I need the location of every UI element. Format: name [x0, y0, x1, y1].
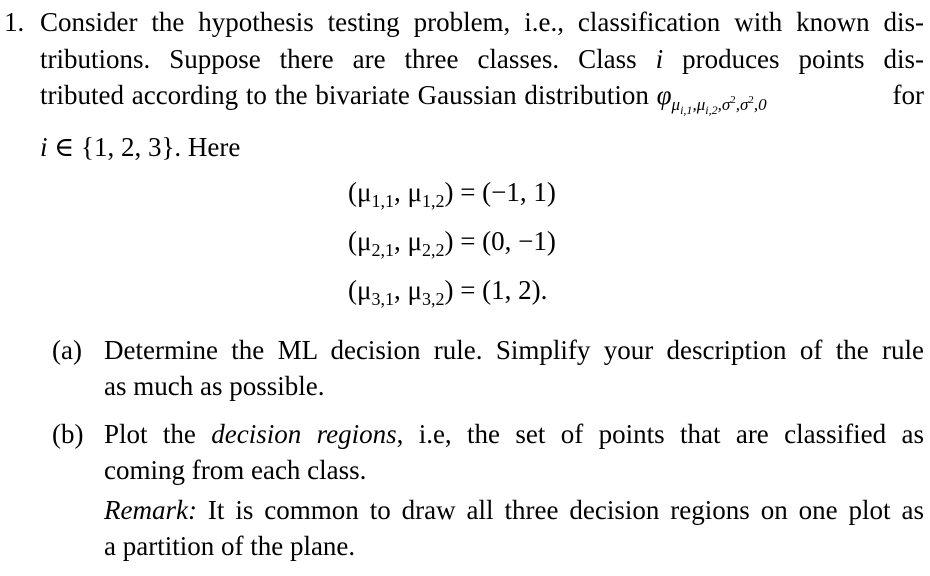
- eq-text: , μ: [393, 226, 422, 256]
- eq-text: ) = (−1, 1): [444, 177, 556, 207]
- part-a-line-2: as much as possible.: [104, 371, 325, 401]
- statement-line-2: [40, 41, 924, 78]
- part-b: [52, 416, 924, 564]
- statement-line-3: [40, 77, 924, 129]
- math-i: i: [40, 131, 48, 162]
- part-b-line-1: [104, 416, 924, 452]
- statement-text: tributed according to the bivariate Gaussian distribution: [40, 80, 657, 110]
- statement-line-1: Consider the hypothesis testing problem, i.e., classification with known dis-: [40, 7, 924, 37]
- eq-text: (μ: [348, 226, 372, 256]
- phi-subscript: μi,1,μi,2,σ2,σ2,0: [671, 94, 767, 117]
- part-b-text: Plot the: [104, 419, 212, 449]
- remark-label: Remark:: [104, 495, 197, 525]
- part-b-label: (b): [52, 419, 84, 449]
- eq-text: ) = (1, 2).: [444, 275, 548, 305]
- remark-line-1: [104, 492, 924, 528]
- equation-class-1: [348, 172, 556, 221]
- eq-subscript: 3,2: [421, 289, 445, 309]
- part-b-text: , i.e, the set of points that are classified as: [396, 419, 924, 449]
- statement-line-4: [40, 129, 924, 166]
- part-a-line-1: Determine the ML decision rule. Simplify your description of the rule: [104, 335, 924, 365]
- part-a: [52, 332, 924, 404]
- part-a-label: (a): [52, 335, 82, 365]
- mu-symbol: μ: [671, 95, 681, 114]
- problem-statement: [40, 4, 924, 165]
- eq-subscript: 2,2: [421, 240, 445, 260]
- problem-number: 1.: [4, 7, 25, 37]
- part-b-line-2: coming from each class.: [104, 455, 367, 485]
- eq-text: , μ: [393, 275, 422, 305]
- eq-subscript: 2,1: [371, 240, 394, 260]
- mean-equations: [348, 172, 556, 319]
- statement-text: ∈ {1, 2, 3}. Here: [47, 131, 241, 162]
- equation-class-2: [348, 221, 556, 270]
- remark-text: It is common to draw all three decision regions on one plot as: [196, 495, 924, 525]
- math-i: i: [655, 43, 664, 74]
- statement-text: for: [892, 80, 924, 110]
- statement-text: tributions. Suppose there are three classes. Class: [40, 43, 656, 74]
- eq-text: ) = (0, −1): [444, 226, 556, 256]
- part-b-emphasis: decision regions: [211, 419, 397, 449]
- statement-text: produces points dis-: [663, 43, 924, 74]
- equation-class-3: [348, 270, 556, 319]
- eq-text: (μ: [348, 177, 372, 207]
- eq-text: (μ: [348, 275, 372, 305]
- eq-subscript: 1,1: [371, 191, 394, 211]
- sub-questions: [52, 332, 924, 576]
- math-phi: φ: [656, 80, 672, 110]
- eq-subscript: 1,2: [421, 191, 445, 211]
- eq-text: , μ: [393, 177, 422, 207]
- eq-subscript: 3,1: [371, 289, 394, 309]
- remark-line-2: a partition of the plane.: [104, 531, 356, 561]
